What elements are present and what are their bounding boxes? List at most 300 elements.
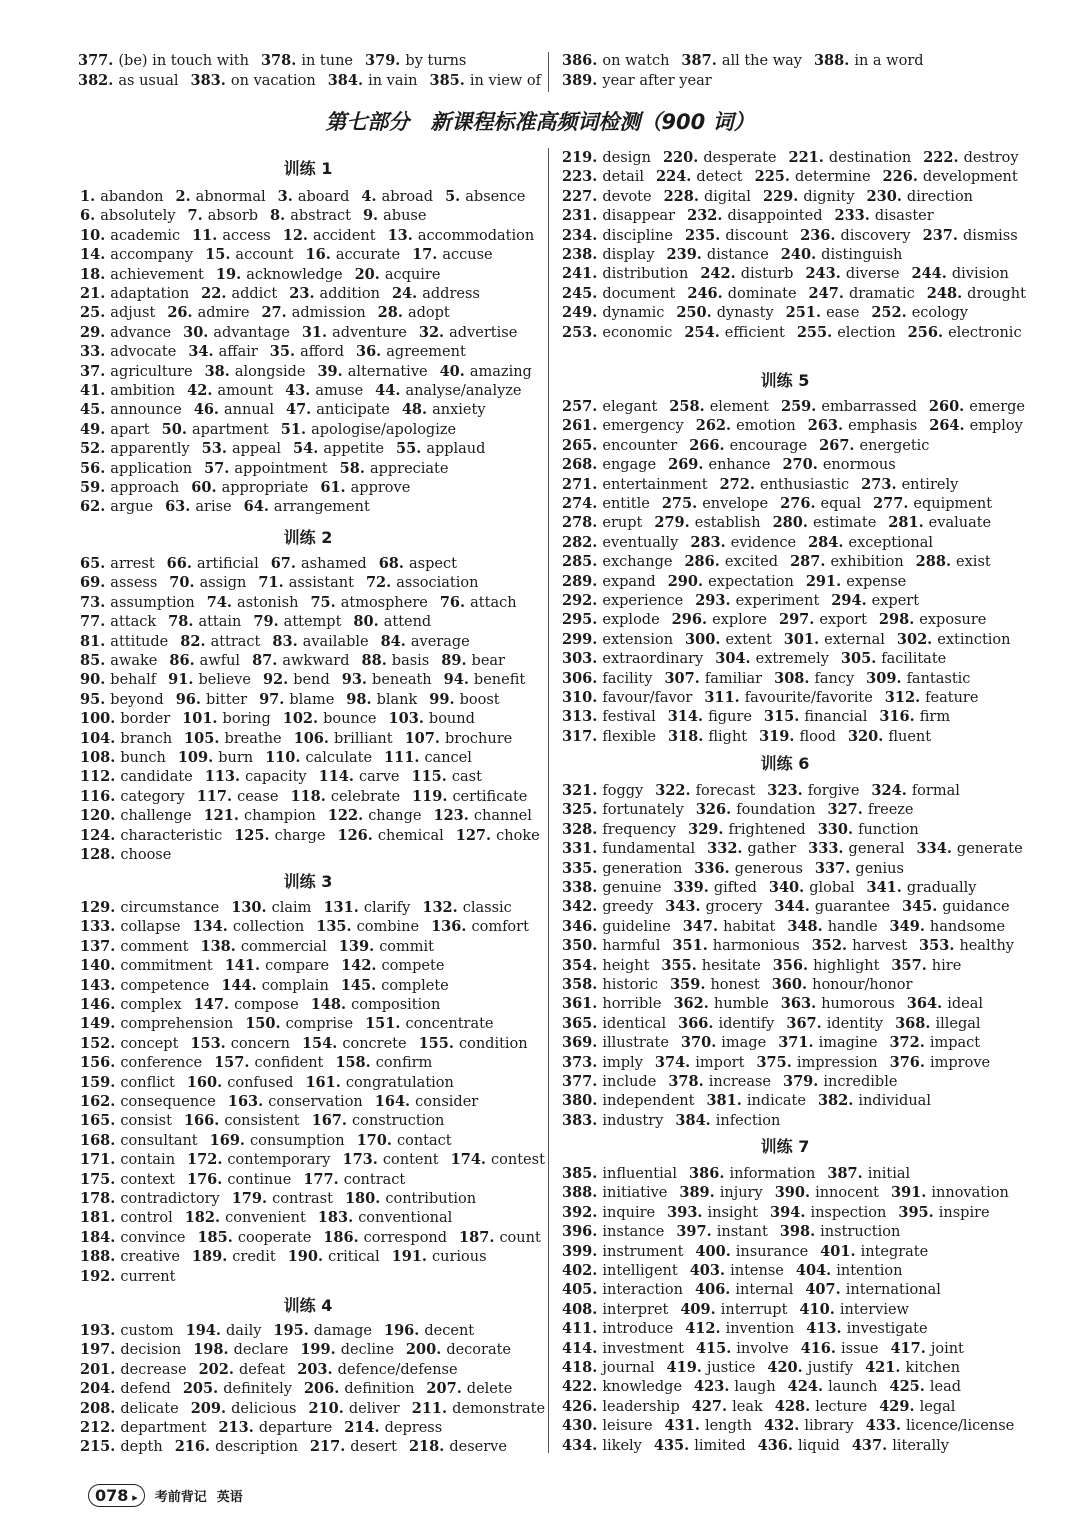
vocab-entry <box>340 461 449 477</box>
entry-word: choose <box>120 847 172 863</box>
entry-number: 149 . <box>80 1015 120 1032</box>
entry-number: 130 . <box>231 899 271 916</box>
entry-number: 246 . <box>687 285 727 302</box>
entry-word: introduce <box>602 1321 674 1338</box>
entry-word: generate <box>956 841 1023 858</box>
vocab-entry <box>80 958 213 974</box>
entry-number: 374 . <box>655 1054 695 1071</box>
entry-number: 252 . <box>871 304 911 321</box>
entry-number: 395 . <box>898 1204 938 1221</box>
entry-number: 412 . <box>685 1320 725 1337</box>
entry-number: 53 . <box>202 440 232 457</box>
entry-word: dramatic <box>848 285 915 302</box>
entry-number: 271 . <box>562 476 602 493</box>
word-row <box>80 1248 487 1266</box>
vocab-entry <box>888 515 991 531</box>
entry-word: anticipate <box>316 402 390 419</box>
vocab-entry <box>221 978 329 994</box>
entry-word: joint <box>930 1340 964 1357</box>
entry-word: custom <box>120 1323 174 1339</box>
word-row <box>80 918 529 936</box>
entry-number: 166 . <box>184 1112 224 1129</box>
vocab-entry <box>80 247 193 263</box>
entry-number: 112 . <box>80 768 120 785</box>
entry-number: 281 . <box>888 514 928 531</box>
entry-word: generous <box>734 860 803 877</box>
entry-word: estimate <box>812 515 877 532</box>
entry-number: 122 . <box>328 807 368 824</box>
vocab-entry <box>80 672 156 688</box>
word-row <box>80 574 478 592</box>
entry-word: depth <box>120 1439 163 1456</box>
entry-word: awful <box>199 653 241 669</box>
entry-number: 379 . <box>365 52 405 69</box>
entry-word: awkward <box>282 653 350 669</box>
vocab-entry <box>871 305 968 321</box>
entry-number: 239 . <box>667 246 707 263</box>
word-row <box>80 977 449 995</box>
entry-word: bear <box>471 653 505 669</box>
entry-word: expense <box>846 573 907 590</box>
vocab-entry <box>852 1438 949 1454</box>
entry-word: compare <box>265 958 330 975</box>
vocab-entry <box>259 692 334 708</box>
entry-number: 336 . <box>694 860 734 877</box>
entry-number: 141 . <box>225 957 265 974</box>
vocab-entry <box>667 247 769 263</box>
entry-number: 137 . <box>80 938 120 955</box>
entry-number: 113 . <box>205 768 245 785</box>
vocab-entry <box>562 1074 656 1090</box>
entry-number: 175 . <box>80 1171 120 1188</box>
vocab-entry <box>562 1399 680 1415</box>
word-row <box>80 1112 444 1130</box>
vocab-entry <box>80 1113 172 1129</box>
vocab-entry <box>80 711 170 727</box>
entry-word: decorate <box>446 1342 512 1359</box>
entry-word: adopt <box>407 305 450 322</box>
word-row <box>562 1243 928 1261</box>
entry-word: acknowledge <box>246 266 343 283</box>
entry-word: grocery <box>705 899 763 916</box>
entry-number: 415 . <box>696 1340 736 1357</box>
entry-word: congratulation <box>345 1074 454 1091</box>
entry-word: extent <box>725 631 772 648</box>
entry-number: 51 . <box>281 421 311 438</box>
vocab-entry <box>562 418 684 434</box>
vocab-entry <box>205 364 306 380</box>
entry-word: genuine <box>602 880 662 896</box>
word-row <box>562 995 983 1013</box>
entry-number: 60 . <box>191 479 221 496</box>
entry-number: 334 . <box>917 840 957 857</box>
vocab-entry <box>772 977 913 993</box>
entry-word: deliver <box>348 1400 400 1417</box>
entry-number: 86 . <box>169 652 199 669</box>
entry-word: accuse <box>442 247 493 264</box>
entry-word: addition <box>319 286 380 302</box>
word-row <box>80 613 431 631</box>
entry-word: beneath <box>372 672 432 689</box>
vocab-entry <box>787 919 877 935</box>
entry-number: 261 . <box>562 417 602 434</box>
column-divider <box>548 148 549 1453</box>
entry-word: document <box>602 285 676 302</box>
vocab-entry <box>562 496 650 512</box>
word-row <box>562 149 1019 167</box>
entry-word: honest <box>710 977 760 993</box>
word-row <box>80 652 505 670</box>
word-row <box>80 827 540 845</box>
entry-word: emerge <box>969 399 1025 415</box>
entry-number: 62 . <box>80 498 110 515</box>
vocab-entry <box>661 958 760 974</box>
entry-word: humble <box>713 996 769 1013</box>
entry-word: equipment <box>913 496 993 512</box>
entry-number: 71 . <box>258 574 288 591</box>
entry-number: 236 . <box>800 227 840 244</box>
vocab-entry <box>562 1185 667 1201</box>
entry-number: 184 . <box>80 1229 120 1246</box>
entry-word: argue <box>110 499 154 516</box>
entry-word: instrument <box>602 1243 684 1260</box>
word-row <box>562 1378 961 1396</box>
vocab-entry <box>355 267 441 283</box>
entry-number: 371 . <box>778 1034 818 1051</box>
vocab-entry <box>80 422 150 438</box>
entry-word: distance <box>706 247 769 263</box>
vocab-entry <box>695 1244 808 1260</box>
vocab-entry <box>680 1302 787 1318</box>
entry-word: extremely <box>755 651 829 668</box>
vocab-entry <box>867 189 973 205</box>
vocab-entry <box>562 1418 653 1434</box>
vocab-entry <box>288 1249 380 1265</box>
entry-word: curious <box>432 1249 487 1266</box>
vocab-entry <box>434 808 532 824</box>
entry-number: 185 . <box>197 1229 237 1246</box>
vocab-entry <box>562 996 661 1012</box>
vocab-entry <box>431 919 529 935</box>
vocab-entry <box>302 325 407 341</box>
vocab-entry <box>80 939 189 955</box>
entry-number: 138 . <box>201 938 241 955</box>
entry-word: contain <box>120 1152 176 1169</box>
vocab-entry <box>429 692 499 708</box>
entry-number: 347 . <box>683 918 723 935</box>
section-heading-2: 训练 2 <box>283 528 333 547</box>
entry-word: certificate <box>452 788 528 805</box>
entry-word: adventure <box>332 324 407 341</box>
entry-number: 97 . <box>259 691 289 708</box>
entry-word: consist <box>120 1113 172 1130</box>
vocab-entry <box>302 1036 407 1052</box>
entry-number: 219 . <box>562 149 602 166</box>
entry-word: challenge <box>120 808 192 825</box>
entry-word: abandon <box>100 189 164 205</box>
entry-number: 392 . <box>562 1204 602 1221</box>
entry-word: bitter <box>206 691 248 708</box>
vocab-entry <box>316 919 419 935</box>
vocab-entry <box>898 1205 989 1221</box>
entry-word: energetic <box>859 437 930 454</box>
entry-number: 226 . <box>883 168 923 185</box>
entry-word: breathe <box>224 730 282 747</box>
vocab-entry <box>799 1302 909 1318</box>
entry-word: consumption <box>250 1132 345 1149</box>
word-row <box>80 401 486 419</box>
entry-word: height <box>602 957 650 974</box>
entry-number: 279 . <box>654 514 694 531</box>
entry-number: 225 . <box>755 168 795 185</box>
word-row <box>562 670 970 688</box>
entry-number: 422 . <box>562 1378 602 1395</box>
vocab-entry <box>218 1420 332 1436</box>
entry-number: 353 . <box>919 937 959 954</box>
vocab-entry <box>929 418 1023 434</box>
entry-number: 258 . <box>669 398 709 415</box>
entry-number: 68 . <box>379 555 409 572</box>
vocab-entry <box>412 789 527 805</box>
entry-word: boost <box>459 691 500 708</box>
vocab-entry <box>379 556 457 572</box>
vocab-entry <box>412 247 493 263</box>
entry-number: 366 . <box>678 1015 718 1032</box>
entry-number: 43 . <box>285 382 315 399</box>
entry-word: hesitate <box>701 957 761 974</box>
entry-number: 329 . <box>688 821 728 838</box>
entry-word: branch <box>120 730 173 747</box>
entry-number: 323 . <box>767 782 807 799</box>
entry-word: historic <box>602 977 659 993</box>
entry-word: bunch <box>120 750 166 766</box>
entry-word: academic <box>110 227 181 244</box>
entry-number: 11 . <box>192 227 222 244</box>
word-row <box>562 937 1014 955</box>
entry-number: 39 . <box>317 363 347 380</box>
entry-number: 50 . <box>162 421 192 438</box>
vocab-entry <box>866 1418 1015 1434</box>
entry-number: 224 . <box>656 168 696 185</box>
entry-number: 339 . <box>674 879 714 896</box>
vocab-entry <box>808 535 933 551</box>
entry-word: definitely <box>223 1381 292 1398</box>
entry-number: 381 . <box>706 1092 746 1109</box>
vocab-entry <box>80 1152 175 1168</box>
entry-word: admire <box>197 305 250 322</box>
entry-number: 195 . <box>273 1322 313 1339</box>
vocab-entry <box>562 1016 666 1032</box>
entry-word: encounter <box>602 437 678 454</box>
entry-word: entirely <box>901 476 959 493</box>
entry-word: destroy <box>963 150 1019 166</box>
vocab-entry <box>562 53 669 69</box>
vocab-entry <box>412 769 482 785</box>
entry-word: dismiss <box>963 227 1018 244</box>
entry-word: compete <box>381 958 445 975</box>
subject-name: 英语 <box>216 1490 243 1505</box>
entry-number: 320 . <box>848 728 888 745</box>
entry-number: 341 . <box>866 879 906 896</box>
entry-word: honour/honor <box>812 977 913 993</box>
word-row <box>562 495 992 513</box>
entry-word: confident <box>254 1055 324 1072</box>
entry-word: function <box>858 821 919 838</box>
entry-word: import <box>695 1054 745 1071</box>
vocab-entry <box>841 651 946 667</box>
vocab-entry <box>392 286 480 302</box>
entry-number: 387 . <box>681 52 721 69</box>
vocab-entry <box>562 1093 694 1109</box>
entry-number: 308 . <box>774 670 814 687</box>
entry-number: 437 . <box>852 1437 892 1454</box>
top-phrases-right <box>562 52 1002 92</box>
entry-word: advance <box>110 324 172 341</box>
vocab-entry <box>204 808 316 824</box>
section-heading-5: 训练 5 <box>760 371 810 390</box>
entry-number: 148 . <box>311 996 351 1013</box>
vocab-entry <box>375 1094 478 1110</box>
entry-number: 321 . <box>562 782 602 799</box>
entry-word: emotion <box>736 418 796 435</box>
vocab-entry <box>80 1075 175 1091</box>
vocab-entry <box>80 614 156 630</box>
entry-number: 274 . <box>562 495 602 512</box>
vocab-entry <box>562 1035 669 1051</box>
word-row <box>80 285 480 303</box>
entry-word: direction <box>906 188 974 205</box>
entry-word: impression <box>796 1054 878 1071</box>
entry-number: 143 . <box>80 977 120 994</box>
vocab-entry <box>912 266 1009 282</box>
vocab-entry <box>562 169 644 185</box>
entry-word: defend <box>120 1381 171 1398</box>
entry-word: dynasty <box>716 305 774 322</box>
entry-word: demonstrate <box>452 1400 546 1417</box>
vocab-entry <box>80 228 180 244</box>
word-row <box>562 456 896 474</box>
entry-number: 193 . <box>80 1322 120 1339</box>
entry-word: dominate <box>727 285 797 302</box>
vocab-entry <box>562 438 677 454</box>
entry-word: integrate <box>860 1243 929 1260</box>
vocab-entry <box>192 1249 276 1265</box>
entry-word: decent <box>424 1323 475 1339</box>
vocab-entry <box>662 496 768 512</box>
entry-number: 160 . <box>187 1074 227 1091</box>
vocab-entry <box>929 399 1025 415</box>
vocab-entry <box>187 1152 330 1168</box>
entry-number: 214 . <box>344 1419 384 1436</box>
vocab-entry <box>365 53 466 69</box>
entry-word: frequency <box>602 821 677 838</box>
entry-number: 393 . <box>667 1204 707 1221</box>
entry-word: departure <box>258 1420 333 1436</box>
entry-word: expert <box>871 593 920 609</box>
vocab-entry <box>440 595 517 611</box>
word-row <box>562 728 931 746</box>
vocab-entry <box>341 978 449 994</box>
entry-word: exposure <box>919 612 987 629</box>
word-row <box>562 265 1009 283</box>
entry-number: 115 . <box>412 768 452 785</box>
vocab-entry <box>871 783 959 799</box>
entry-number: 7 . <box>188 207 208 224</box>
word-row <box>562 1204 990 1222</box>
entry-word: commitment <box>120 958 213 975</box>
entry-word: instruction <box>820 1224 901 1241</box>
entry-word: alternative <box>347 363 428 380</box>
entry-word: information <box>729 1166 816 1182</box>
vocab-entry <box>80 305 155 321</box>
entry-number: 198 . <box>193 1341 233 1358</box>
entry-word: inquire <box>602 1204 656 1221</box>
entry-number: 284 . <box>808 534 848 551</box>
word-row <box>80 555 457 573</box>
entry-word: attract <box>210 633 261 650</box>
entry-word: industry <box>602 1112 664 1129</box>
entry-number: 337 . <box>815 860 855 877</box>
vocab-entry <box>775 1185 879 1201</box>
entry-word: admission <box>291 305 366 322</box>
vocab-entry <box>289 286 380 302</box>
entry-word: condition <box>458 1035 528 1052</box>
entry-word: consequence <box>120 1094 216 1110</box>
entry-number: 221 . <box>789 149 829 166</box>
vocab-entry <box>80 402 182 418</box>
vocab-entry <box>562 247 655 263</box>
vocab-entry <box>562 266 688 282</box>
vocab-entry <box>191 1401 297 1417</box>
entry-number: 315 . <box>764 708 804 725</box>
entry-word: gradually <box>906 880 977 896</box>
phrase-row <box>562 52 1002 72</box>
vocab-entry <box>774 899 890 915</box>
entry-number: 416 . <box>801 1340 841 1357</box>
entry-word: confused <box>227 1074 294 1091</box>
word-row <box>562 534 933 552</box>
entry-number: 277 . <box>873 495 913 512</box>
vocab-entry <box>80 1036 178 1052</box>
entry-word: devote <box>602 188 652 205</box>
vocab-entry <box>228 1094 363 1110</box>
entry-word: border <box>120 711 171 728</box>
vocab-entry <box>562 1379 682 1395</box>
vocab-entry <box>562 228 673 244</box>
entry-word: absorb <box>207 208 259 225</box>
entry-number: 387 . <box>827 1165 867 1182</box>
entry-number: 408 . <box>562 1301 602 1318</box>
entry-word: global <box>809 880 855 896</box>
entry-number: 383 . <box>562 1112 602 1129</box>
vocab-entry <box>797 325 896 341</box>
entry-word: leadership <box>602 1398 680 1415</box>
vocab-entry <box>923 228 1018 244</box>
vocab-entry <box>270 208 351 224</box>
vocab-entry <box>562 938 660 954</box>
entry-word: length <box>704 1418 752 1435</box>
vocab-entry <box>818 1093 931 1109</box>
entry-word: journal <box>602 1360 655 1376</box>
entry-word: identical <box>602 1015 667 1032</box>
entry-number: 318 . <box>668 728 708 745</box>
entry-number: 286 . <box>684 553 724 570</box>
entry-number: 333 . <box>808 840 848 857</box>
entry-number: 311 . <box>704 689 744 706</box>
entry-number: 305 . <box>841 650 881 667</box>
entry-word: cooperate <box>237 1229 312 1246</box>
entry-number: 99 . <box>429 691 459 708</box>
